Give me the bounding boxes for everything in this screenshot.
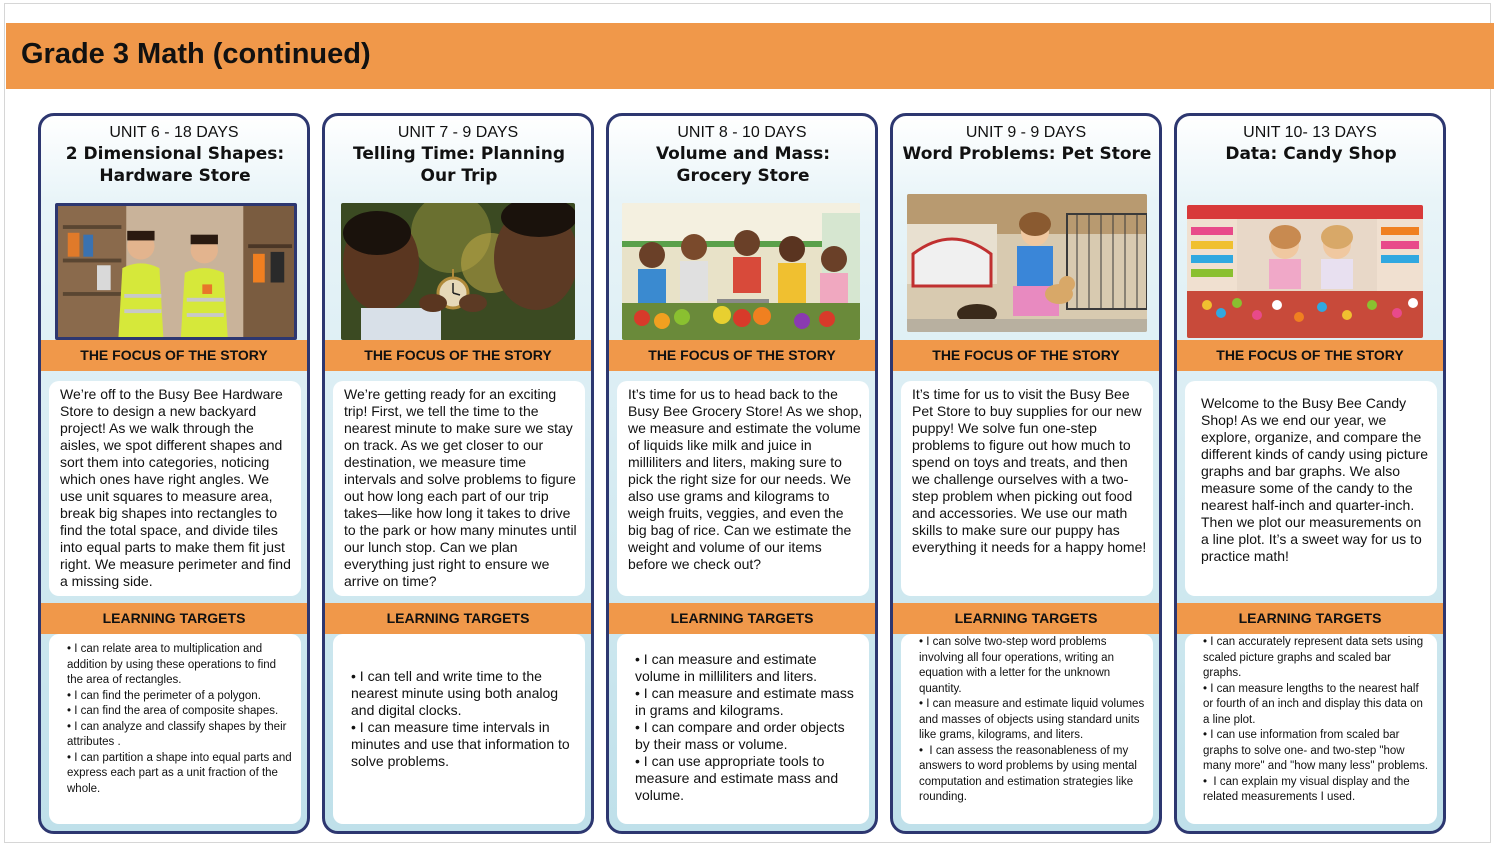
target-item: • I can measure and estimate mass in grams and kilograms. (635, 685, 861, 719)
learning-targets-heading: LEARNING TARGETS (38, 603, 310, 634)
unit-duration-label: UNIT 8 - 10 DAYS (677, 124, 807, 141)
learning-targets-heading: LEARNING TARGETS (322, 603, 594, 634)
focus-heading: THE FOCUS OF THE STORY (322, 340, 594, 371)
story-box (49, 381, 301, 596)
story-box (1185, 381, 1437, 596)
learning-targets-heading: LEARNING TARGETS (606, 603, 878, 634)
story-text: We’re off to the Busy Bee Hardware Store to design a new backyard project! As we walk through the aisles, we spot different shapes and sort them into categories, noticing which ones have right angles. We use unit squares to measure area, break big shapes into rectangles to find the total space, and divide tiles into equal parts to make them fit just right. We measure perimeter and find a missing side. (60, 386, 291, 589)
hardware-store-photo (55, 203, 297, 340)
pocket-watch-photo (341, 203, 575, 340)
unit-card-9 (890, 113, 1162, 834)
target-list (351, 668, 577, 770)
unit-card-8 (606, 113, 878, 834)
title-bar (6, 23, 1494, 89)
target-item: • I can use appropriate tools to measure and estimate mass and volume. (635, 753, 861, 804)
unit-name: Volume and Mass: Grocery Store (655, 144, 831, 186)
focus-heading: THE FOCUS OF THE STORY (1174, 340, 1446, 371)
target-item: • I can accurately represent data sets using scaled picture graphs and scaled bar graphs. (1203, 635, 1429, 682)
unit-name: Data: Candy Shop (1225, 144, 1397, 164)
unit-name: Word Problems: Pet Store (902, 144, 1152, 164)
target-item: • I can partition a shape into equal parts and express each part as a unit fraction of the whole. (67, 751, 293, 798)
story-text: It’s time for us to visit the Busy Bee Pet Store to buy supplies for our new puppy! We solve fun one-step problems to figure out how much to spend on toys and treats, and then we challenge ourselves with a two-step problem when picking out food and accessories. We use our math skills to make sure our puppy has everything it needs for a happy home! (912, 386, 1147, 555)
page-title: Grade 3 Math (continued) (21, 38, 371, 70)
target-list (635, 651, 861, 804)
target-list (1203, 635, 1429, 806)
target-list (919, 635, 1145, 806)
story-box (901, 381, 1153, 596)
target-list (67, 642, 293, 797)
target-item: • I can assess the reasonableness of my answers to word problems by using mental computation and estimation strategies like rounding. (919, 744, 1145, 806)
target-item: • I can measure lengths to the nearest half or fourth of an inch and display this data on a line plot. (1203, 682, 1429, 729)
learning-targets-heading: LEARNING TARGETS (890, 603, 1162, 634)
target-item: • I can solve two-step word problems involving all four operations, writing an equation with a letter for the unknown quantity. (919, 635, 1145, 697)
unit-duration-label: UNIT 7 - 9 DAYS (397, 124, 519, 141)
story-text: It’s time for us to head back to the Busy Bee Grocery Store! As we shop, we measure and estimate the volume of liquids like milk and juice in milliliters and liters, making sure to pick the right size for our needs. We also use grams and kilograms to weigh fruits, veggies, and even the big bag of rice. Can we estimate the weight and volume of our items before we check out? (628, 386, 863, 572)
unit-duration-label: UNIT 9 - 9 DAYS (965, 124, 1087, 141)
story-box (617, 381, 869, 596)
target-item: • I can compare and order objects by their mass or volume. (635, 719, 861, 753)
focus-heading: THE FOCUS OF THE STORY (606, 340, 878, 371)
target-item: • I can tell and write time to the nearest minute using both analog and digital clocks. (351, 668, 577, 719)
target-item: • I can find the area of composite shapes. (67, 704, 293, 720)
unit-duration-label: UNIT 10- 13 DAYS (1243, 124, 1377, 141)
target-item: • I can find the perimeter of a polygon. (67, 689, 293, 705)
unit-card-6 (38, 113, 310, 834)
targets-box (1185, 634, 1437, 824)
pet-store-photo (907, 194, 1147, 332)
targets-box (617, 634, 869, 824)
target-item: • I can measure time intervals in minutes and use that information to solve problems. (351, 719, 577, 770)
unit-card-10 (1174, 113, 1446, 834)
unit-name: Telling Time: Planning Our Trip (353, 144, 565, 186)
candy-shop-photo (1187, 205, 1423, 338)
target-item: • I can explain my visual display and the related measurements I used. (1203, 775, 1429, 806)
learning-targets-heading: LEARNING TARGETS (1174, 603, 1446, 634)
target-item: • I can relate area to multiplication and addition by using these operations to find the area of rectangles. (67, 642, 293, 689)
story-text: We’re getting ready for an exciting trip! First, we tell the time to the nearest minute to make sure we stay on track. As we get closer to our destination, we measure time intervals and solve problems to figure out how long each part of our trip takes—like how long it takes to drive to the park or how many minutes until our lunch stop. Can we plan everything just right to ensure we arrive on time? (344, 386, 577, 589)
target-item: • I can measure and estimate volume in milliliters and liters. (635, 651, 861, 685)
focus-heading: THE FOCUS OF THE STORY (890, 340, 1162, 371)
grocery-store-photo (622, 203, 860, 340)
targets-box (49, 634, 301, 824)
target-item: • I can analyze and classify shapes by their attributes . (67, 720, 293, 751)
focus-heading: THE FOCUS OF THE STORY (38, 340, 310, 371)
story-box (333, 381, 585, 596)
targets-box (901, 634, 1153, 824)
story-text: Welcome to the Busy Bee Candy Shop! As we end our year, we explore, organize, and compare the different kinds of candy using picture graphs and bar graphs. We also measure some of the candy to the nearest half-inch and quarter-inch. Then we plot our measurements on a line plot. It’s a sweet way for us to practice math! (1201, 395, 1428, 564)
unit-name: 2 Dimensional Shapes: Hardware Store (65, 144, 285, 186)
target-item: • I can measure and estimate liquid volumes and masses of objects using standard units like grams, kilograms, and liters. (919, 697, 1145, 744)
target-item: • I can use information from scaled bar graphs to solve one- and two-step "how many more" and "how many less" problems. (1203, 728, 1429, 775)
targets-box (333, 634, 585, 824)
unit-card-7 (322, 113, 594, 834)
unit-duration-label: UNIT 6 - 18 DAYS (109, 124, 239, 141)
